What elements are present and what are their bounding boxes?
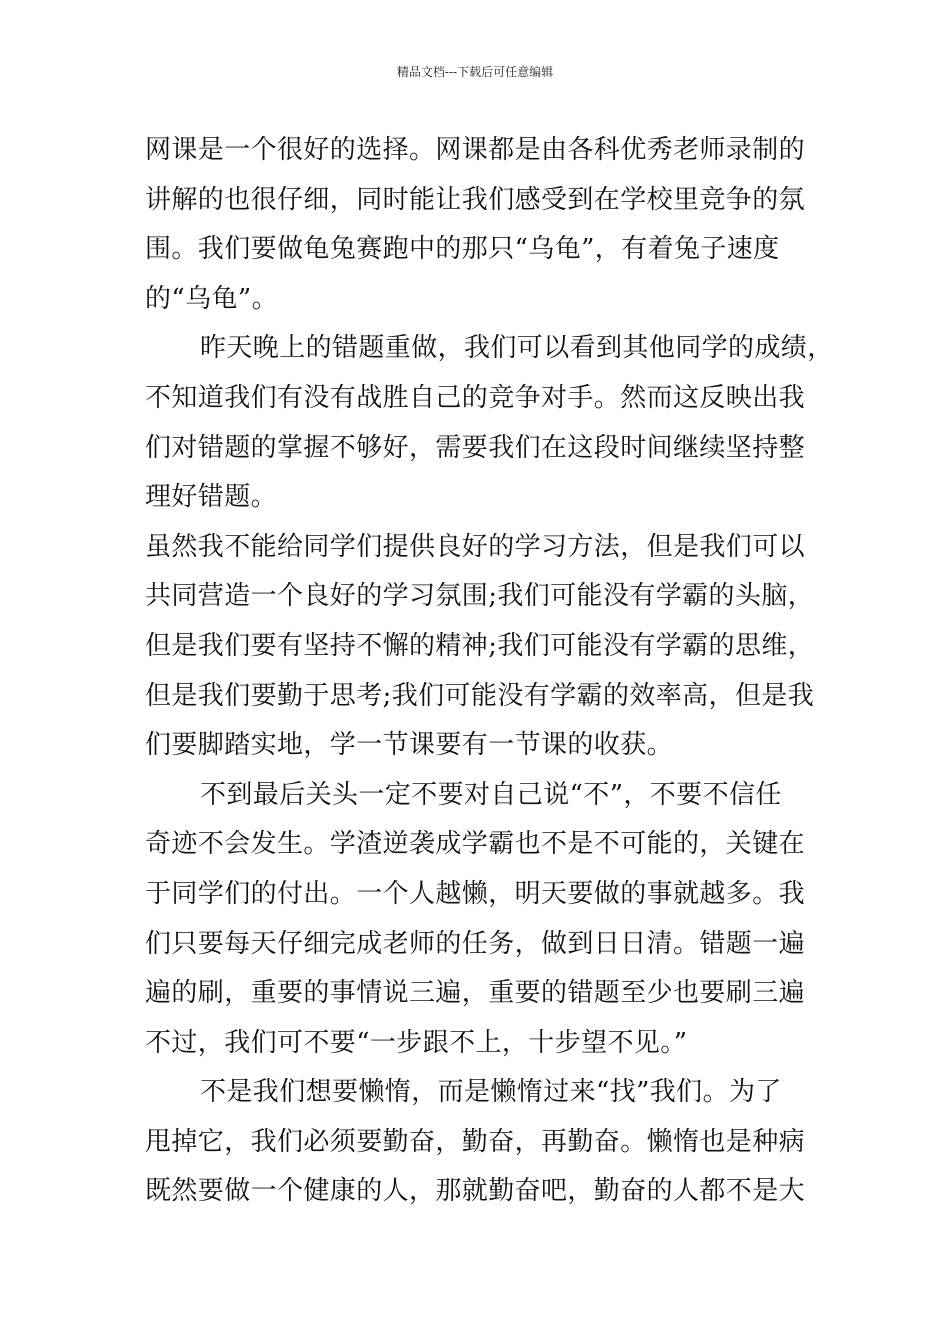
text-line: 网课是一个很好的选择。网课都是由各科优秀老师录制的 — [145, 135, 806, 165]
text-line: 的“乌龟”。 — [145, 283, 278, 314]
text-line: 奇迹不会发生。学渣逆袭成学霸也不是不可能的，关键在 — [145, 829, 806, 860]
text-line: 于同学们的付出。一个人越懒，明天要做的事就越多。我 — [145, 878, 806, 909]
text-line: 讲解的也很仔细，同时能让我们感受到在学校里竞争的氛 — [145, 184, 806, 215]
paragraph-first-line: 虽然我不能给同学们提供良好的学习方法，但是我们可以 — [145, 531, 806, 562]
text-line: 共同营造一个良好的学习氛围;我们可能没有学霸的头脑， — [145, 581, 815, 612]
paragraph-first-line: 昨天晚上的错题重做，我们可以看到其他同学的成绩， — [200, 333, 834, 364]
text-line: 围。我们要做龟兔赛跑中的那只“乌龟”，有着兔子速度 — [145, 234, 780, 265]
text-line: 但是我们要勤于思考;我们可能没有学霸的效率高，但是我 — [145, 680, 815, 711]
page-header: 精品文档---下载后可任意编辑 — [396, 65, 554, 79]
text-line: 理好错题。 — [145, 482, 278, 513]
text-line: 们只要每天仔细完成老师的任务，做到日日清。错题一遍 — [145, 928, 806, 959]
text-line: 既然要做一个健康的人，那就勤奋吧，勤奋的人都不是大 — [145, 1176, 806, 1207]
paragraph-first-line: 不到最后关头一定不要对自己说“不”，不要不信任 — [200, 779, 782, 810]
text-line: 不过，我们可不要“一步跟不上，十步望不见。” — [145, 1027, 688, 1058]
text-line: 甩掉它，我们必须要勤奋，勤奋，再勤奋。懒惰也是种病 — [145, 1126, 806, 1157]
text-line: 遍的刷，重要的事情说三遍，重要的错题至少也要刷三遍 — [145, 978, 806, 1009]
document-body — [145, 126, 834, 1217]
text-line: 们对错题的掌握不够好，需要我们在这段时间继续坚持整 — [145, 432, 806, 463]
text-line: 们要脚踏实地，学一节课要有一节课的收获。 — [145, 730, 674, 761]
text-line: 不知道我们有没有战胜自己的竞争对手。然而这反映出我 — [145, 382, 806, 413]
paragraph-first-line: 不是我们想要懒惰，而是懒惰过来“找”我们。为了 — [200, 1077, 782, 1108]
text-line: 但是我们要有坚持不懈的精神;我们可能没有学霸的思维， — [145, 630, 815, 661]
